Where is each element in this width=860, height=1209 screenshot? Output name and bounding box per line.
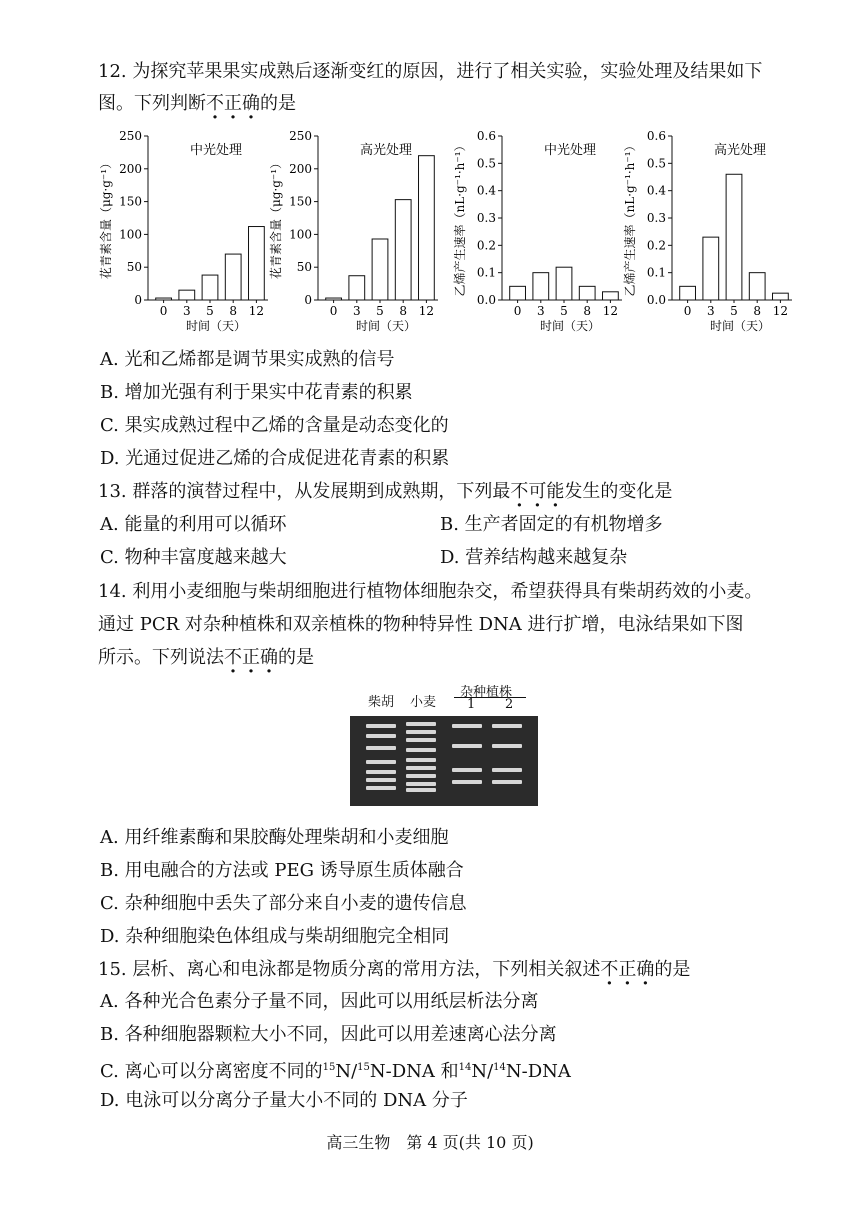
q15-stem-text: 的是 (654, 959, 691, 980)
y-tick-label: 250 (119, 129, 142, 143)
lane-label-wheat: 小麦 (410, 695, 437, 710)
y-tick-label: 0.2 (646, 238, 666, 253)
emph-char: 正 (224, 93, 242, 114)
x-tick-label: 12 (248, 304, 265, 318)
q15-stem (98, 958, 690, 982)
x-axis-label: 时间（天） (539, 319, 601, 333)
chart-title: 高光处理 (713, 143, 767, 158)
bar (680, 286, 696, 300)
gel-band (406, 722, 436, 726)
x-tick-label: 12 (602, 304, 619, 318)
emph-char: 确 (260, 647, 278, 668)
bar (726, 174, 742, 300)
gel-band (492, 768, 522, 772)
isotope-sup: 15 (357, 1062, 370, 1073)
y-tick-label: 0.0 (646, 293, 666, 307)
gel-band (406, 738, 436, 742)
emph-char: 不 (510, 481, 529, 502)
y-axis-label: 花青素含量（μg·g⁻¹） (99, 156, 113, 280)
gel-band (406, 758, 436, 762)
y-tick-label: 50 (296, 260, 312, 275)
y-tick-label: 100 (119, 227, 142, 242)
emph-char: 确 (636, 959, 655, 980)
x-tick-label: 12 (772, 304, 789, 318)
q15-option-c-text: N/ (471, 1061, 494, 1082)
lane-label-bupleurum: 柴胡 (368, 695, 395, 710)
gel-band (366, 770, 396, 774)
q14-option-b: B. 用电融合的方法或 PEG 诱导原生质体融合 (100, 860, 464, 881)
gel-band (492, 744, 522, 748)
gel-band (452, 768, 482, 772)
q12-option-a: A. 光和乙烯都是调节果实成熟的信号 (100, 349, 395, 370)
x-tick-label: 0 (683, 304, 692, 318)
y-tick-label: 0.4 (476, 183, 496, 198)
bar (556, 267, 572, 300)
q14-option-c: C. 杂种细胞中丢失了部分来自小麦的遗传信息 (100, 893, 467, 914)
q15-option-a: A. 各种光合色素分子量不同，因此可以用纸层析法分离 (100, 991, 539, 1012)
y-tick-label: 0.4 (646, 183, 666, 198)
chart-title: 中光处理 (189, 143, 243, 158)
q13-stem-text: 13. 群落的演替过程中，从发展期到成熟期，下列最 (98, 481, 511, 502)
y-tick-label: 150 (119, 194, 142, 209)
q12-option-d: D. 光通过促进乙烯的合成促进花青素的积累 (100, 448, 450, 469)
bar (395, 200, 411, 300)
q14-stem-text: 的是 (278, 647, 314, 668)
q15-option-c-text: N/ (335, 1061, 358, 1082)
q14-option-d: D. 杂种细胞染色体组成与柴胡细胞完全相同 (100, 926, 450, 947)
bar (372, 239, 388, 300)
q13-option-b: B. 生产者固定的有机物增多 (440, 514, 663, 535)
gel-band (406, 774, 436, 778)
bar (349, 276, 365, 300)
y-axis-label: 乙烯产生速率（nL·g⁻¹·h⁻¹） (623, 139, 637, 297)
y-axis-label: 乙烯产生速率（nL·g⁻¹·h⁻¹） (453, 139, 467, 297)
gel-band (492, 780, 522, 784)
emph-char: 确 (242, 93, 260, 114)
chart-title: 高光处理 (359, 143, 413, 158)
x-tick-label: 8 (229, 304, 238, 318)
bar (326, 298, 342, 300)
q14-stem-line1: 14. 利用小麦细胞与柴胡细胞进行植物体细胞杂交，希望获得具有柴胡药效的小麦。 (98, 581, 763, 602)
q14-option-a: A. 用纤维素酶和果胶酶处理柴胡和小麦细胞 (100, 827, 449, 848)
chart-anthocyanin-medium (98, 124, 278, 343)
y-tick-label: 0.5 (476, 156, 496, 171)
isotope-sup: 14 (458, 1062, 472, 1073)
gel-band (406, 766, 436, 770)
bar (249, 227, 265, 300)
bar (419, 156, 435, 300)
emph-char: 不 (600, 959, 619, 980)
bar (156, 298, 172, 300)
q13-option-a: A. 能量的利用可以循环 (100, 514, 287, 535)
x-tick-label: 5 (560, 304, 568, 318)
gel-band (366, 746, 396, 750)
bar (579, 286, 595, 300)
y-tick-label: 150 (289, 194, 312, 209)
gel-band (406, 748, 436, 752)
y-tick-label: 0.6 (476, 129, 496, 143)
y-tick-label: 0.1 (646, 265, 666, 280)
q12-stem-line2 (98, 92, 296, 116)
isotope-sup: 15 (322, 1062, 336, 1073)
q14-stem-text: 所示。下列说法 (98, 647, 224, 668)
x-tick-label: 0 (159, 304, 168, 318)
q15-stem-text: 15. 层析、离心和电泳都是物质分离的常用方法，下列相关叙述 (98, 959, 601, 980)
x-tick-label: 5 (376, 304, 384, 318)
gel-band (452, 744, 482, 748)
bar (603, 292, 619, 300)
y-tick-label: 0.2 (476, 238, 496, 253)
gel-band (406, 730, 436, 734)
bar (510, 286, 526, 300)
lane-label-hybrid: 杂种植株 (460, 685, 513, 700)
chart-anthocyanin-high (268, 124, 448, 343)
page-footer: 高三生物 第 4 页(共 10 页) (326, 1133, 534, 1152)
y-tick-label: 0.0 (476, 293, 496, 307)
x-tick-label: 8 (583, 304, 592, 318)
q15-option-b: B. 各种细胞器颗粒大小不同，因此可以用差速离心法分离 (100, 1024, 557, 1045)
q12-stem-line1: 12. 为探究苹果果实成熟后逐渐变红的原因，进行了相关实验，实验处理及结果如下 (98, 61, 763, 82)
q13-option-d: D. 营养结构越来越复杂 (440, 547, 628, 568)
x-tick-label: 0 (513, 304, 522, 318)
x-tick-label: 3 (182, 304, 191, 318)
y-axis-label: 花青素含量（μg·g⁻¹） (269, 156, 283, 280)
y-tick-label: 50 (126, 260, 142, 275)
q15-option-d: D. 电泳可以分离分子量大小不同的 DNA 分子 (100, 1090, 468, 1111)
q12-stem-text: 图。下列判断 (98, 93, 206, 114)
q13-stem-text: 发生的变化是 (564, 481, 673, 502)
gel-labels (350, 683, 540, 713)
x-axis-label: 时间（天） (185, 319, 247, 333)
electrophoresis-figure (350, 683, 540, 813)
y-tick-label: 0 (134, 293, 142, 307)
chart-ethylene-medium (452, 124, 632, 343)
q13-option-c: C. 物种丰富度越来越大 (100, 547, 287, 568)
x-axis-label: 时间（天） (709, 319, 771, 333)
emph-char: 正 (242, 647, 260, 668)
gel-band (366, 734, 396, 738)
gel-band (452, 780, 482, 784)
isotope-sup: 14 (493, 1062, 506, 1073)
bar (749, 273, 765, 300)
gel-band (366, 786, 396, 790)
bar (225, 254, 241, 300)
q12-option-c: C. 果实成熟过程中乙烯的含量是动态变化的 (100, 415, 449, 436)
q13-stem (98, 480, 672, 504)
y-tick-label: 0.3 (476, 211, 496, 225)
q12-option-b: B. 增加光强有利于果实中花青素的积累 (100, 382, 413, 403)
emph-char: 正 (618, 959, 637, 980)
lane-label-hybrid-1: 1 (467, 697, 476, 712)
x-tick-label: 0 (329, 304, 338, 318)
q15-option-c-text: N-DNA 和 (369, 1061, 459, 1082)
bar (773, 293, 789, 300)
x-tick-label: 8 (753, 304, 762, 318)
bar (533, 273, 549, 300)
x-tick-label: 3 (536, 304, 545, 318)
lane-label-hybrid-2: 2 (505, 697, 514, 712)
emph-char: 不 (224, 647, 242, 668)
x-tick-label: 3 (706, 304, 715, 318)
bar (703, 237, 719, 300)
gel-band (366, 760, 396, 764)
y-tick-label: 0 (304, 293, 312, 307)
y-tick-label: 200 (289, 161, 312, 176)
y-tick-label: 250 (289, 129, 312, 143)
x-axis-label: 时间（天） (355, 319, 417, 333)
y-tick-label: 0.3 (646, 211, 666, 225)
gel-band (492, 724, 522, 728)
q14-stem-line3 (98, 646, 314, 670)
gel-band (452, 724, 482, 728)
bar (202, 275, 218, 300)
q15-option-c-text: N-DNA (505, 1061, 571, 1082)
x-tick-label: 12 (418, 304, 435, 318)
bar (179, 290, 195, 300)
gel-band (406, 782, 436, 786)
y-tick-label: 100 (289, 227, 312, 242)
q15-option-c (100, 1056, 571, 1084)
q12-stem-text: 的是 (260, 93, 296, 114)
gel-band (366, 778, 396, 782)
x-tick-label: 8 (399, 304, 408, 318)
chart-title: 中光处理 (543, 143, 597, 158)
q14-stem-line2: 通过 PCR 对杂种植株和双亲植株的物种特异性 DNA 进行扩增，电泳结果如下图 (98, 614, 744, 635)
gel-band (406, 788, 436, 792)
emph-char: 不 (206, 93, 224, 114)
hybrid-divider (454, 697, 526, 698)
y-tick-label: 200 (119, 161, 142, 176)
x-tick-label: 5 (206, 304, 214, 318)
q15-option-c-text: C. 离心可以分离密度不同的 (100, 1061, 323, 1082)
y-tick-label: 0.1 (476, 265, 496, 280)
x-tick-label: 3 (352, 304, 361, 318)
emph-char: 能 (546, 481, 565, 502)
gel-image (350, 716, 538, 806)
x-tick-label: 5 (730, 304, 738, 318)
emph-char: 可 (528, 481, 547, 502)
chart-ethylene-high (622, 124, 802, 343)
y-tick-label: 0.6 (646, 129, 666, 143)
y-tick-label: 0.5 (646, 156, 666, 171)
gel-band (366, 724, 396, 728)
